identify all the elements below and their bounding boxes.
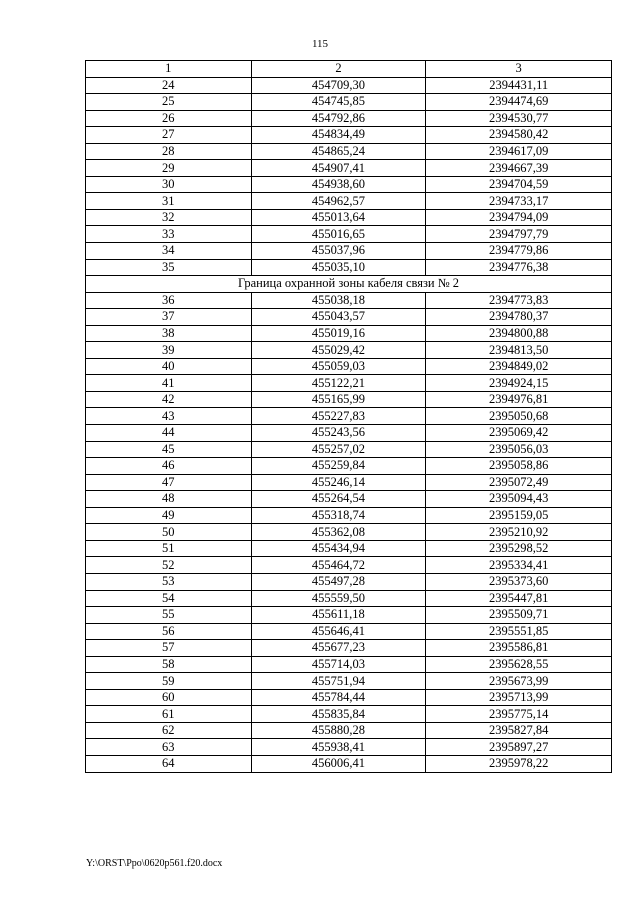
x-coordinate-cell: 455227,83: [251, 408, 426, 425]
point-number-cell: 49: [86, 507, 252, 524]
x-coordinate-cell: 455880,28: [251, 722, 426, 739]
table-row: [86, 706, 612, 723]
table-row: [86, 474, 612, 491]
table-row: [86, 77, 612, 94]
column-header-3: 3: [426, 61, 612, 78]
point-number-cell: 37: [86, 309, 252, 326]
table-row: [86, 607, 612, 624]
y-coordinate-cell: 2394780,37: [426, 309, 612, 326]
table-row: [86, 458, 612, 475]
point-number-cell: 43: [86, 408, 252, 425]
y-coordinate-cell: 2395334,41: [426, 557, 612, 574]
x-coordinate-cell: 455019,16: [251, 325, 426, 342]
point-number-cell: 24: [86, 77, 252, 94]
point-number-cell: 36: [86, 292, 252, 309]
table-row: [86, 673, 612, 690]
x-coordinate-cell: 454865,24: [251, 143, 426, 160]
y-coordinate-cell: 2394800,88: [426, 325, 612, 342]
x-coordinate-cell: 455714,03: [251, 656, 426, 673]
table-row: [86, 193, 612, 210]
table-row: [86, 160, 612, 177]
x-coordinate-cell: 455497,28: [251, 573, 426, 590]
page-number: 115: [311, 38, 329, 50]
point-number-cell: 48: [86, 491, 252, 508]
point-number-cell: 30: [86, 176, 252, 193]
point-number-cell: 53: [86, 573, 252, 590]
x-coordinate-cell: 455122,21: [251, 375, 426, 392]
y-coordinate-cell: 2394431,11: [426, 77, 612, 94]
table-row: [86, 739, 612, 756]
y-coordinate-cell: 2395094,43: [426, 491, 612, 508]
x-coordinate-cell: 455318,74: [251, 507, 426, 524]
point-number-cell: 34: [86, 243, 252, 260]
point-number-cell: 27: [86, 127, 252, 144]
x-coordinate-cell: 455264,54: [251, 491, 426, 508]
x-coordinate-cell: 455016,65: [251, 226, 426, 243]
point-number-cell: 38: [86, 325, 252, 342]
x-coordinate-cell: 455259,84: [251, 458, 426, 475]
point-number-cell: 26: [86, 110, 252, 127]
x-coordinate-cell: 455165,99: [251, 391, 426, 408]
table-row: [86, 309, 612, 326]
point-number-cell: 50: [86, 524, 252, 541]
y-coordinate-cell: 2394797,79: [426, 226, 612, 243]
table-row: [86, 524, 612, 541]
point-number-cell: 25: [86, 94, 252, 111]
table-row: [86, 573, 612, 590]
point-number-cell: 46: [86, 458, 252, 475]
y-coordinate-cell: 2394976,81: [426, 391, 612, 408]
y-coordinate-cell: 2394667,39: [426, 160, 612, 177]
y-coordinate-cell: 2395673,99: [426, 673, 612, 690]
table-row: [86, 176, 612, 193]
table-row: [86, 441, 612, 458]
coordinates-table: [85, 60, 612, 773]
point-number-cell: 32: [86, 209, 252, 226]
point-number-cell: 39: [86, 342, 252, 359]
point-number-cell: 52: [86, 557, 252, 574]
x-coordinate-cell: 455038,18: [251, 292, 426, 309]
table-row: [86, 590, 612, 607]
point-number-cell: 63: [86, 739, 252, 756]
x-coordinate-cell: 456006,41: [251, 755, 426, 772]
y-coordinate-cell: 2395373,60: [426, 573, 612, 590]
y-coordinate-cell: 2395056,03: [426, 441, 612, 458]
section-title: Граница охранной зоны кабеля связи № 2: [86, 276, 612, 293]
point-number-cell: 64: [86, 755, 252, 772]
x-coordinate-cell: 455751,94: [251, 673, 426, 690]
section-row-group: [86, 276, 612, 293]
table-row: [86, 557, 612, 574]
point-number-cell: 44: [86, 425, 252, 442]
point-number-cell: 47: [86, 474, 252, 491]
y-coordinate-cell: 2395509,71: [426, 607, 612, 624]
x-coordinate-cell: 455611,18: [251, 607, 426, 624]
y-coordinate-cell: 2394617,09: [426, 143, 612, 160]
table-row: [86, 623, 612, 640]
x-coordinate-cell: 454907,41: [251, 160, 426, 177]
table-row: [86, 209, 612, 226]
point-number-cell: 29: [86, 160, 252, 177]
x-coordinate-cell: 454962,57: [251, 193, 426, 210]
x-coordinate-cell: 455434,94: [251, 540, 426, 557]
table-row: [86, 656, 612, 673]
table-row: [86, 342, 612, 359]
point-number-cell: 55: [86, 607, 252, 624]
y-coordinate-cell: 2394924,15: [426, 375, 612, 392]
y-coordinate-cell: 2395628,55: [426, 656, 612, 673]
x-coordinate-cell: 455043,57: [251, 309, 426, 326]
point-number-cell: 42: [86, 391, 252, 408]
table-row: [86, 143, 612, 160]
point-number-cell: 58: [86, 656, 252, 673]
x-coordinate-cell: 455059,03: [251, 358, 426, 375]
x-coordinate-cell: 454709,30: [251, 77, 426, 94]
y-coordinate-cell: 2395978,22: [426, 755, 612, 772]
point-number-cell: 35: [86, 259, 252, 276]
point-number-cell: 41: [86, 375, 252, 392]
y-coordinate-cell: 2395298,52: [426, 540, 612, 557]
point-number-cell: 33: [86, 226, 252, 243]
y-coordinate-cell: 2395827,84: [426, 722, 612, 739]
x-coordinate-cell: 455835,84: [251, 706, 426, 723]
y-coordinate-cell: 2394794,09: [426, 209, 612, 226]
x-coordinate-cell: 454745,85: [251, 94, 426, 111]
y-coordinate-cell: 2394580,42: [426, 127, 612, 144]
point-number-cell: 56: [86, 623, 252, 640]
point-number-cell: 51: [86, 540, 252, 557]
y-coordinate-cell: 2394530,77: [426, 110, 612, 127]
table-row: [86, 325, 612, 342]
y-coordinate-cell: 2395050,68: [426, 408, 612, 425]
y-coordinate-cell: 2395159,05: [426, 507, 612, 524]
table-row: [86, 243, 612, 260]
table-row: [86, 259, 612, 276]
table-row: [86, 226, 612, 243]
x-coordinate-cell: 455362,08: [251, 524, 426, 541]
table-row: [86, 94, 612, 111]
y-coordinate-cell: 2395069,42: [426, 425, 612, 442]
y-coordinate-cell: 2395447,81: [426, 590, 612, 607]
point-number-cell: 40: [86, 358, 252, 375]
x-coordinate-cell: 455243,56: [251, 425, 426, 442]
table-row: [86, 292, 612, 309]
point-number-cell: 59: [86, 673, 252, 690]
x-coordinate-cell: 455464,72: [251, 557, 426, 574]
y-coordinate-cell: 2395713,99: [426, 689, 612, 706]
y-coordinate-cell: 2394776,38: [426, 259, 612, 276]
table-row: [86, 358, 612, 375]
table-row: [86, 507, 612, 524]
y-coordinate-cell: 2395775,14: [426, 706, 612, 723]
footer-file-path: Y:\ORST\Ppo\0620p561.f20.docx: [86, 858, 223, 869]
point-number-cell: 61: [86, 706, 252, 723]
x-coordinate-cell: 455035,10: [251, 259, 426, 276]
point-number-cell: 45: [86, 441, 252, 458]
table-row: [86, 491, 612, 508]
table-row: [86, 391, 612, 408]
x-coordinate-cell: 455646,41: [251, 623, 426, 640]
y-coordinate-cell: 2395072,49: [426, 474, 612, 491]
table-body-part2: [86, 292, 612, 772]
y-coordinate-cell: 2394813,50: [426, 342, 612, 359]
x-coordinate-cell: 454792,86: [251, 110, 426, 127]
y-coordinate-cell: 2394474,69: [426, 94, 612, 111]
x-coordinate-cell: 454834,49: [251, 127, 426, 144]
point-number-cell: 60: [86, 689, 252, 706]
point-number-cell: 31: [86, 193, 252, 210]
table-body-part1: [86, 77, 612, 276]
table-row: [86, 689, 612, 706]
y-coordinate-cell: 2395058,86: [426, 458, 612, 475]
y-coordinate-cell: 2395586,81: [426, 640, 612, 657]
y-coordinate-cell: 2394779,86: [426, 243, 612, 260]
table-row: [86, 722, 612, 739]
point-number-cell: 54: [86, 590, 252, 607]
table-row: [86, 408, 612, 425]
x-coordinate-cell: 455029,42: [251, 342, 426, 359]
column-header-1: 1: [86, 61, 252, 78]
y-coordinate-cell: 2394704,59: [426, 176, 612, 193]
y-coordinate-cell: 2394733,17: [426, 193, 612, 210]
table-row: [86, 540, 612, 557]
table-row: [86, 755, 612, 772]
point-number-cell: 62: [86, 722, 252, 739]
x-coordinate-cell: 454938,60: [251, 176, 426, 193]
table-row: [86, 640, 612, 657]
column-header-2: 2: [251, 61, 426, 78]
x-coordinate-cell: 455257,02: [251, 441, 426, 458]
table-row: [86, 127, 612, 144]
table-row: [86, 375, 612, 392]
y-coordinate-cell: 2394849,02: [426, 358, 612, 375]
x-coordinate-cell: 455246,14: [251, 474, 426, 491]
point-number-cell: 28: [86, 143, 252, 160]
x-coordinate-cell: 455677,23: [251, 640, 426, 657]
table-row: [86, 425, 612, 442]
section-title-row: [86, 276, 612, 293]
y-coordinate-cell: 2395210,92: [426, 524, 612, 541]
x-coordinate-cell: 455938,41: [251, 739, 426, 756]
x-coordinate-cell: 455784,44: [251, 689, 426, 706]
table-row: [86, 110, 612, 127]
y-coordinate-cell: 2395551,85: [426, 623, 612, 640]
x-coordinate-cell: 455037,96: [251, 243, 426, 260]
point-number-cell: 57: [86, 640, 252, 657]
x-coordinate-cell: 455559,50: [251, 590, 426, 607]
table-header-row: [86, 61, 612, 78]
y-coordinate-cell: 2394773,83: [426, 292, 612, 309]
x-coordinate-cell: 455013,64: [251, 209, 426, 226]
y-coordinate-cell: 2395897,27: [426, 739, 612, 756]
